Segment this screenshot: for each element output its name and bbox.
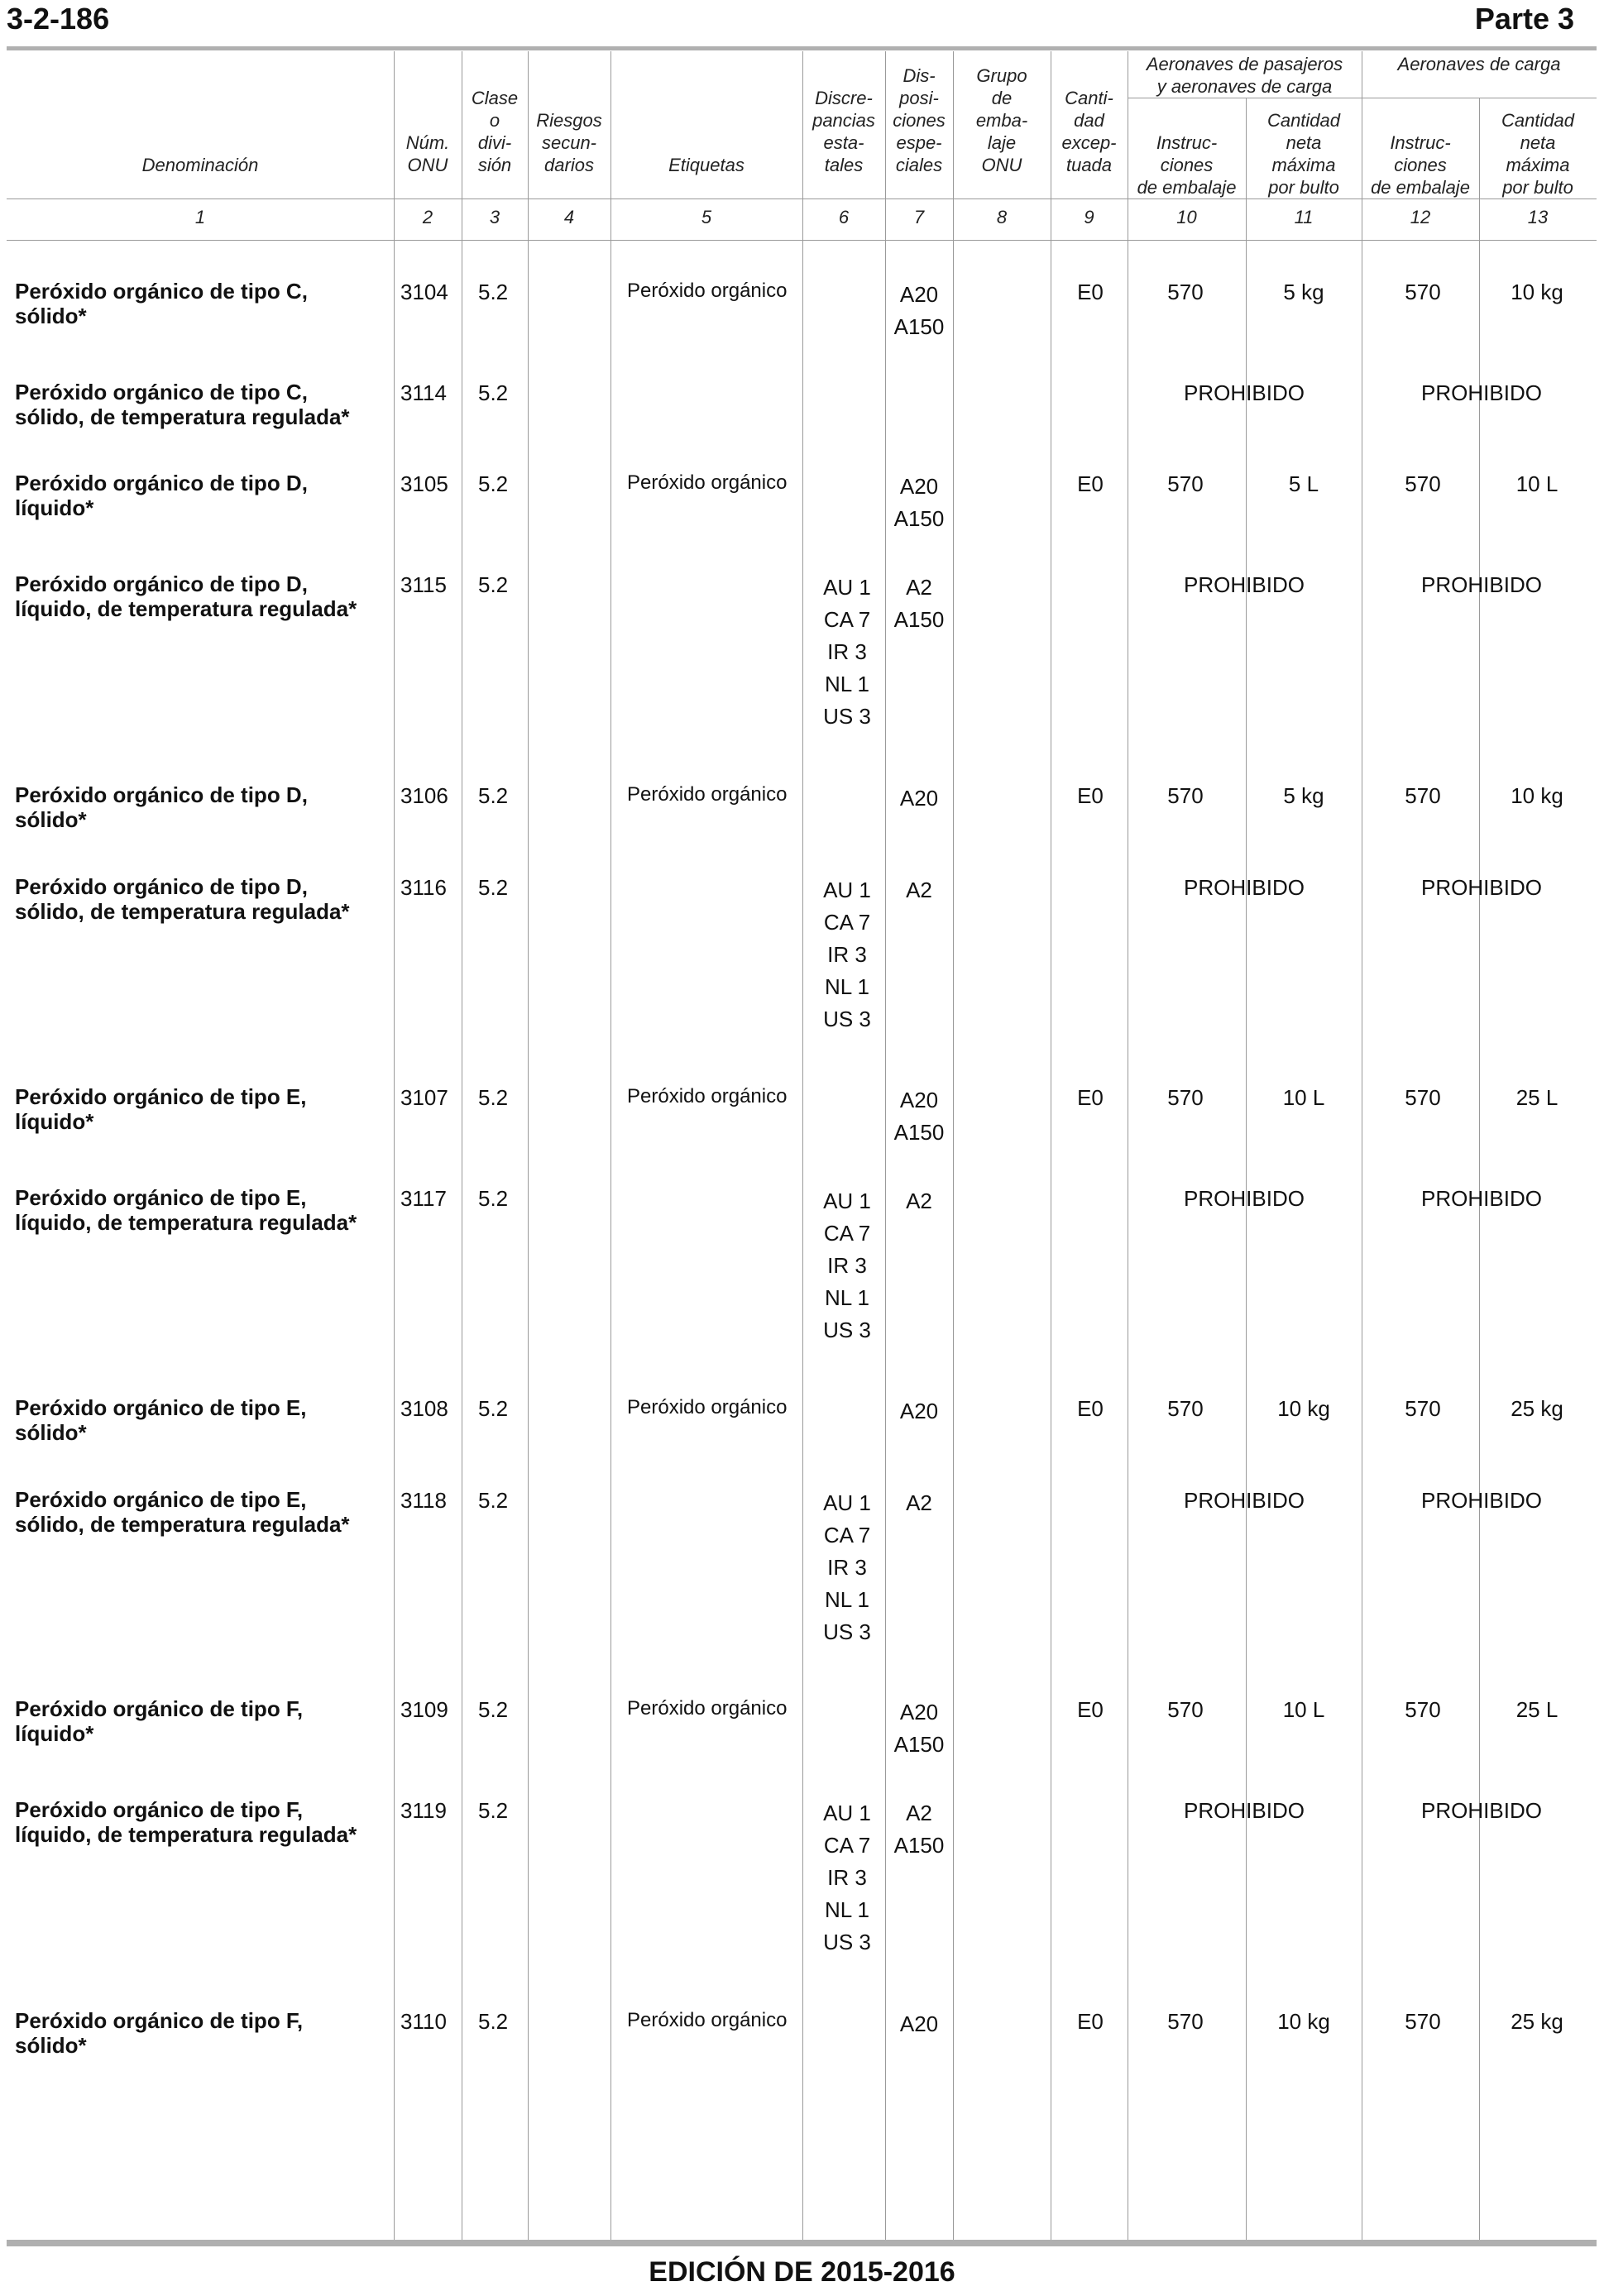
special-provisions: A20 A150 bbox=[893, 474, 945, 531]
special-provisions: A2 bbox=[906, 1189, 932, 1213]
col-number: 11 bbox=[1294, 207, 1314, 227]
col-divider bbox=[1479, 98, 1480, 2240]
hazard-label: Peróxido orgánico bbox=[627, 1085, 788, 1107]
hazard-label: Peróxido orgánico bbox=[627, 1697, 788, 1720]
un-number: 3109 bbox=[400, 1697, 448, 1722]
pi-cargo: 570 bbox=[1405, 1396, 1441, 1421]
special-provisions: A2 A150 bbox=[893, 575, 945, 632]
hazard-label: Peróxido orgánico bbox=[627, 1396, 788, 1418]
qty-passenger: 5 kg bbox=[1283, 280, 1324, 304]
col-divider bbox=[1246, 98, 1247, 2240]
col-header-special: Dis- posi- ciones espe- ciales bbox=[893, 65, 946, 175]
col-header-pi-passenger: Instruc- ciones de embalaje bbox=[1137, 132, 1237, 198]
col-header-qty-passenger: Cantidad neta máxima por bulto bbox=[1266, 110, 1341, 198]
col-divider bbox=[802, 51, 803, 2240]
col-number: 5 bbox=[701, 207, 712, 227]
un-number: 3110 bbox=[400, 2009, 447, 2034]
col-header-qty-cargo: Cantidad neta máxima por bulto bbox=[1501, 110, 1575, 198]
pi-passenger: 570 bbox=[1167, 1085, 1204, 1110]
forbidden-cargo: PROHIBIDO bbox=[1421, 572, 1542, 597]
pi-passenger: 570 bbox=[1167, 280, 1204, 304]
class-division: 5.2 bbox=[478, 471, 509, 496]
col-number: 1 bbox=[194, 207, 206, 227]
entry-name: Peróxido orgánico de tipo C, sólido* bbox=[15, 279, 308, 328]
forbidden-passenger: PROHIBIDO bbox=[1184, 1186, 1305, 1211]
excepted-quantity: E0 bbox=[1077, 280, 1104, 304]
class-division: 5.2 bbox=[478, 783, 509, 808]
forbidden-cargo: PROHIBIDO bbox=[1421, 1488, 1542, 1513]
col-header-passenger-group: Aeronaves de pasajeros y aeronaves de carga bbox=[1146, 54, 1343, 97]
qty-cargo: 10 L bbox=[1515, 471, 1559, 496]
un-number: 3107 bbox=[400, 1085, 448, 1110]
special-provisions: A20 bbox=[899, 2011, 939, 2036]
col-number: 6 bbox=[838, 207, 850, 227]
class-division: 5.2 bbox=[478, 380, 509, 405]
col-number: 2 bbox=[422, 207, 433, 227]
qty-cargo: 25 kg bbox=[1511, 2009, 1563, 2034]
col-divider bbox=[953, 51, 954, 2240]
special-provisions: A2 bbox=[906, 1490, 932, 1515]
qty-cargo: 10 kg bbox=[1511, 783, 1563, 808]
pi-passenger: 570 bbox=[1167, 471, 1204, 496]
entry-name: Peróxido orgánico de tipo F, sólido* bbox=[15, 2008, 304, 2058]
col-header-subsidiary: Riesgos secun- darios bbox=[536, 110, 602, 175]
un-number: 3104 bbox=[400, 280, 448, 304]
entry-name: Peróxido orgánico de tipo D, sólido* bbox=[15, 782, 308, 832]
col-header-un: Núm. ONU bbox=[405, 132, 450, 175]
qty-passenger: 10 kg bbox=[1277, 1396, 1330, 1421]
qty-cargo: 25 L bbox=[1515, 1697, 1559, 1722]
forbidden-cargo: PROHIBIDO bbox=[1421, 1798, 1542, 1823]
state-variations: AU 1 CA 7 IR 3 NL 1 US 3 bbox=[823, 878, 871, 1031]
entry-name: Peróxido orgánico de tipo C, sólido, de temperatura regulada* bbox=[15, 380, 350, 429]
qty-passenger: 10 L bbox=[1282, 1085, 1325, 1110]
col-number: 4 bbox=[563, 207, 575, 227]
class-division: 5.2 bbox=[478, 1488, 509, 1513]
un-number: 3118 bbox=[400, 1488, 447, 1513]
class-division: 5.2 bbox=[478, 2009, 509, 2034]
hazard-label: Peróxido orgánico bbox=[627, 783, 788, 806]
col-divider bbox=[528, 51, 529, 2240]
pi-cargo: 570 bbox=[1405, 783, 1441, 808]
excepted-quantity: E0 bbox=[1077, 471, 1104, 496]
forbidden-cargo: PROHIBIDO bbox=[1421, 1186, 1542, 1211]
col-header-pg: Grupo de emba- laje ONU bbox=[975, 65, 1028, 175]
col-header-labels: Etiquetas bbox=[668, 155, 745, 175]
state-variations: AU 1 CA 7 IR 3 NL 1 US 3 bbox=[823, 1490, 871, 1644]
entry-name: Peróxido orgánico de tipo F, líquido, de temperatura regulada* bbox=[15, 1797, 357, 1847]
un-number: 3108 bbox=[400, 1396, 448, 1421]
excepted-quantity: E0 bbox=[1077, 1396, 1104, 1421]
entry-name: Peróxido orgánico de tipo D, líquido* bbox=[15, 471, 308, 520]
excepted-quantity: E0 bbox=[1077, 1697, 1104, 1722]
un-number: 3117 bbox=[400, 1186, 447, 1211]
col-number: 9 bbox=[1084, 207, 1094, 227]
col-number: 10 bbox=[1176, 207, 1197, 227]
pi-passenger: 570 bbox=[1167, 783, 1204, 808]
col-number: 13 bbox=[1527, 207, 1549, 227]
state-variations: AU 1 CA 7 IR 3 NL 1 US 3 bbox=[823, 575, 871, 729]
col-number: 8 bbox=[996, 207, 1008, 227]
class-division: 5.2 bbox=[478, 875, 509, 900]
pi-cargo: 570 bbox=[1405, 280, 1441, 304]
pi-cargo: 570 bbox=[1405, 471, 1441, 496]
bottom-rule bbox=[7, 2240, 1597, 2246]
forbidden-cargo: PROHIBIDO bbox=[1421, 380, 1542, 405]
entry-name: Peróxido orgánico de tipo E, líquido, de temperatura regulada* bbox=[15, 1185, 357, 1235]
special-provisions: A2 bbox=[906, 878, 932, 902]
col-header-name: Denominación bbox=[141, 155, 259, 175]
qty-passenger: 10 L bbox=[1282, 1697, 1325, 1722]
forbidden-passenger: PROHIBIDO bbox=[1184, 1488, 1305, 1513]
edition-footer: EDICIÓN DE 2015-2016 bbox=[649, 2256, 955, 2288]
un-number: 3105 bbox=[400, 471, 448, 496]
part-label: Parte 3 bbox=[1474, 2, 1574, 36]
class-division: 5.2 bbox=[478, 1697, 509, 1722]
forbidden-passenger: PROHIBIDO bbox=[1184, 572, 1305, 597]
dangerous-goods-table bbox=[7, 0, 1597, 2250]
state-variations: AU 1 CA 7 IR 3 NL 1 US 3 bbox=[823, 1189, 871, 1342]
hazard-label: Peróxido orgánico bbox=[627, 471, 788, 494]
class-division: 5.2 bbox=[478, 1798, 509, 1823]
un-number: 3116 bbox=[400, 875, 447, 900]
col-header-variations: Discre- pancias esta- tales bbox=[812, 88, 875, 175]
qty-cargo: 10 kg bbox=[1511, 280, 1563, 304]
class-division: 5.2 bbox=[478, 1186, 509, 1211]
special-provisions: A20 bbox=[899, 1399, 939, 1423]
entry-name: Peróxido orgánico de tipo F, líquido* bbox=[15, 1696, 304, 1746]
pi-cargo: 570 bbox=[1405, 2009, 1441, 2034]
class-division: 5.2 bbox=[478, 572, 509, 597]
entry-name: Peróxido orgánico de tipo E, sólido* bbox=[15, 1395, 307, 1445]
state-variations: AU 1 CA 7 IR 3 NL 1 US 3 bbox=[823, 1801, 871, 1954]
entry-name: Peróxido orgánico de tipo D, sólido, de temperatura regulada* bbox=[15, 874, 350, 924]
pi-passenger: 570 bbox=[1167, 2009, 1204, 2034]
col-number: 7 bbox=[913, 207, 925, 227]
qty-cargo: 25 kg bbox=[1511, 1396, 1563, 1421]
col-header-excepted: Canti- dad excep- tuada bbox=[1061, 88, 1117, 175]
special-provisions: A20 A150 bbox=[893, 282, 945, 339]
pi-cargo: 570 bbox=[1405, 1085, 1441, 1110]
forbidden-passenger: PROHIBIDO bbox=[1184, 380, 1305, 405]
pi-cargo: 570 bbox=[1405, 1697, 1441, 1722]
page-number: 3-2-186 bbox=[7, 2, 110, 36]
entry-name: Peróxido orgánico de tipo E, sólido, de temperatura regulada* bbox=[15, 1487, 350, 1537]
forbidden-cargo: PROHIBIDO bbox=[1421, 875, 1542, 900]
col-header-cargo-group: Aeronaves de carga bbox=[1397, 54, 1561, 74]
excepted-quantity: E0 bbox=[1077, 1085, 1104, 1110]
pi-passenger: 570 bbox=[1167, 1396, 1204, 1421]
un-number: 3115 bbox=[400, 572, 447, 597]
col-number: 3 bbox=[489, 207, 500, 227]
col-number: 12 bbox=[1410, 207, 1431, 227]
special-provisions: A2 A150 bbox=[893, 1801, 945, 1858]
special-provisions: A20 A150 bbox=[893, 1088, 945, 1145]
col-divider bbox=[610, 51, 611, 2240]
hazard-label: Peróxido orgánico bbox=[627, 280, 788, 302]
un-number: 3114 bbox=[400, 380, 447, 405]
special-provisions: A20 A150 bbox=[893, 1700, 945, 1757]
excepted-quantity: E0 bbox=[1077, 783, 1104, 808]
forbidden-passenger: PROHIBIDO bbox=[1184, 875, 1305, 900]
colnum-divider bbox=[7, 240, 1597, 241]
qty-cargo: 25 L bbox=[1515, 1085, 1559, 1110]
entry-name: Peróxido orgánico de tipo E, líquido* bbox=[15, 1084, 307, 1134]
un-number: 3119 bbox=[400, 1798, 447, 1823]
class-division: 5.2 bbox=[478, 1396, 509, 1421]
qty-passenger: 5 kg bbox=[1283, 783, 1324, 808]
special-provisions: A20 bbox=[899, 786, 939, 811]
col-header-pi-cargo: Instruc- ciones de embalaje bbox=[1371, 132, 1470, 198]
excepted-quantity: E0 bbox=[1077, 2009, 1104, 2034]
hazard-label: Peróxido orgánico bbox=[627, 2009, 788, 2031]
entry-name: Peróxido orgánico de tipo D, líquido, de temperatura regulada* bbox=[15, 572, 357, 621]
qty-passenger: 5 L bbox=[1288, 471, 1319, 496]
forbidden-passenger: PROHIBIDO bbox=[1184, 1798, 1305, 1823]
pi-passenger: 570 bbox=[1167, 1697, 1204, 1722]
class-division: 5.2 bbox=[478, 1085, 509, 1110]
un-number: 3106 bbox=[400, 783, 448, 808]
class-division: 5.2 bbox=[478, 280, 509, 304]
col-header-class: Clase o divi- sión bbox=[471, 88, 519, 175]
qty-passenger: 10 kg bbox=[1277, 2009, 1330, 2034]
